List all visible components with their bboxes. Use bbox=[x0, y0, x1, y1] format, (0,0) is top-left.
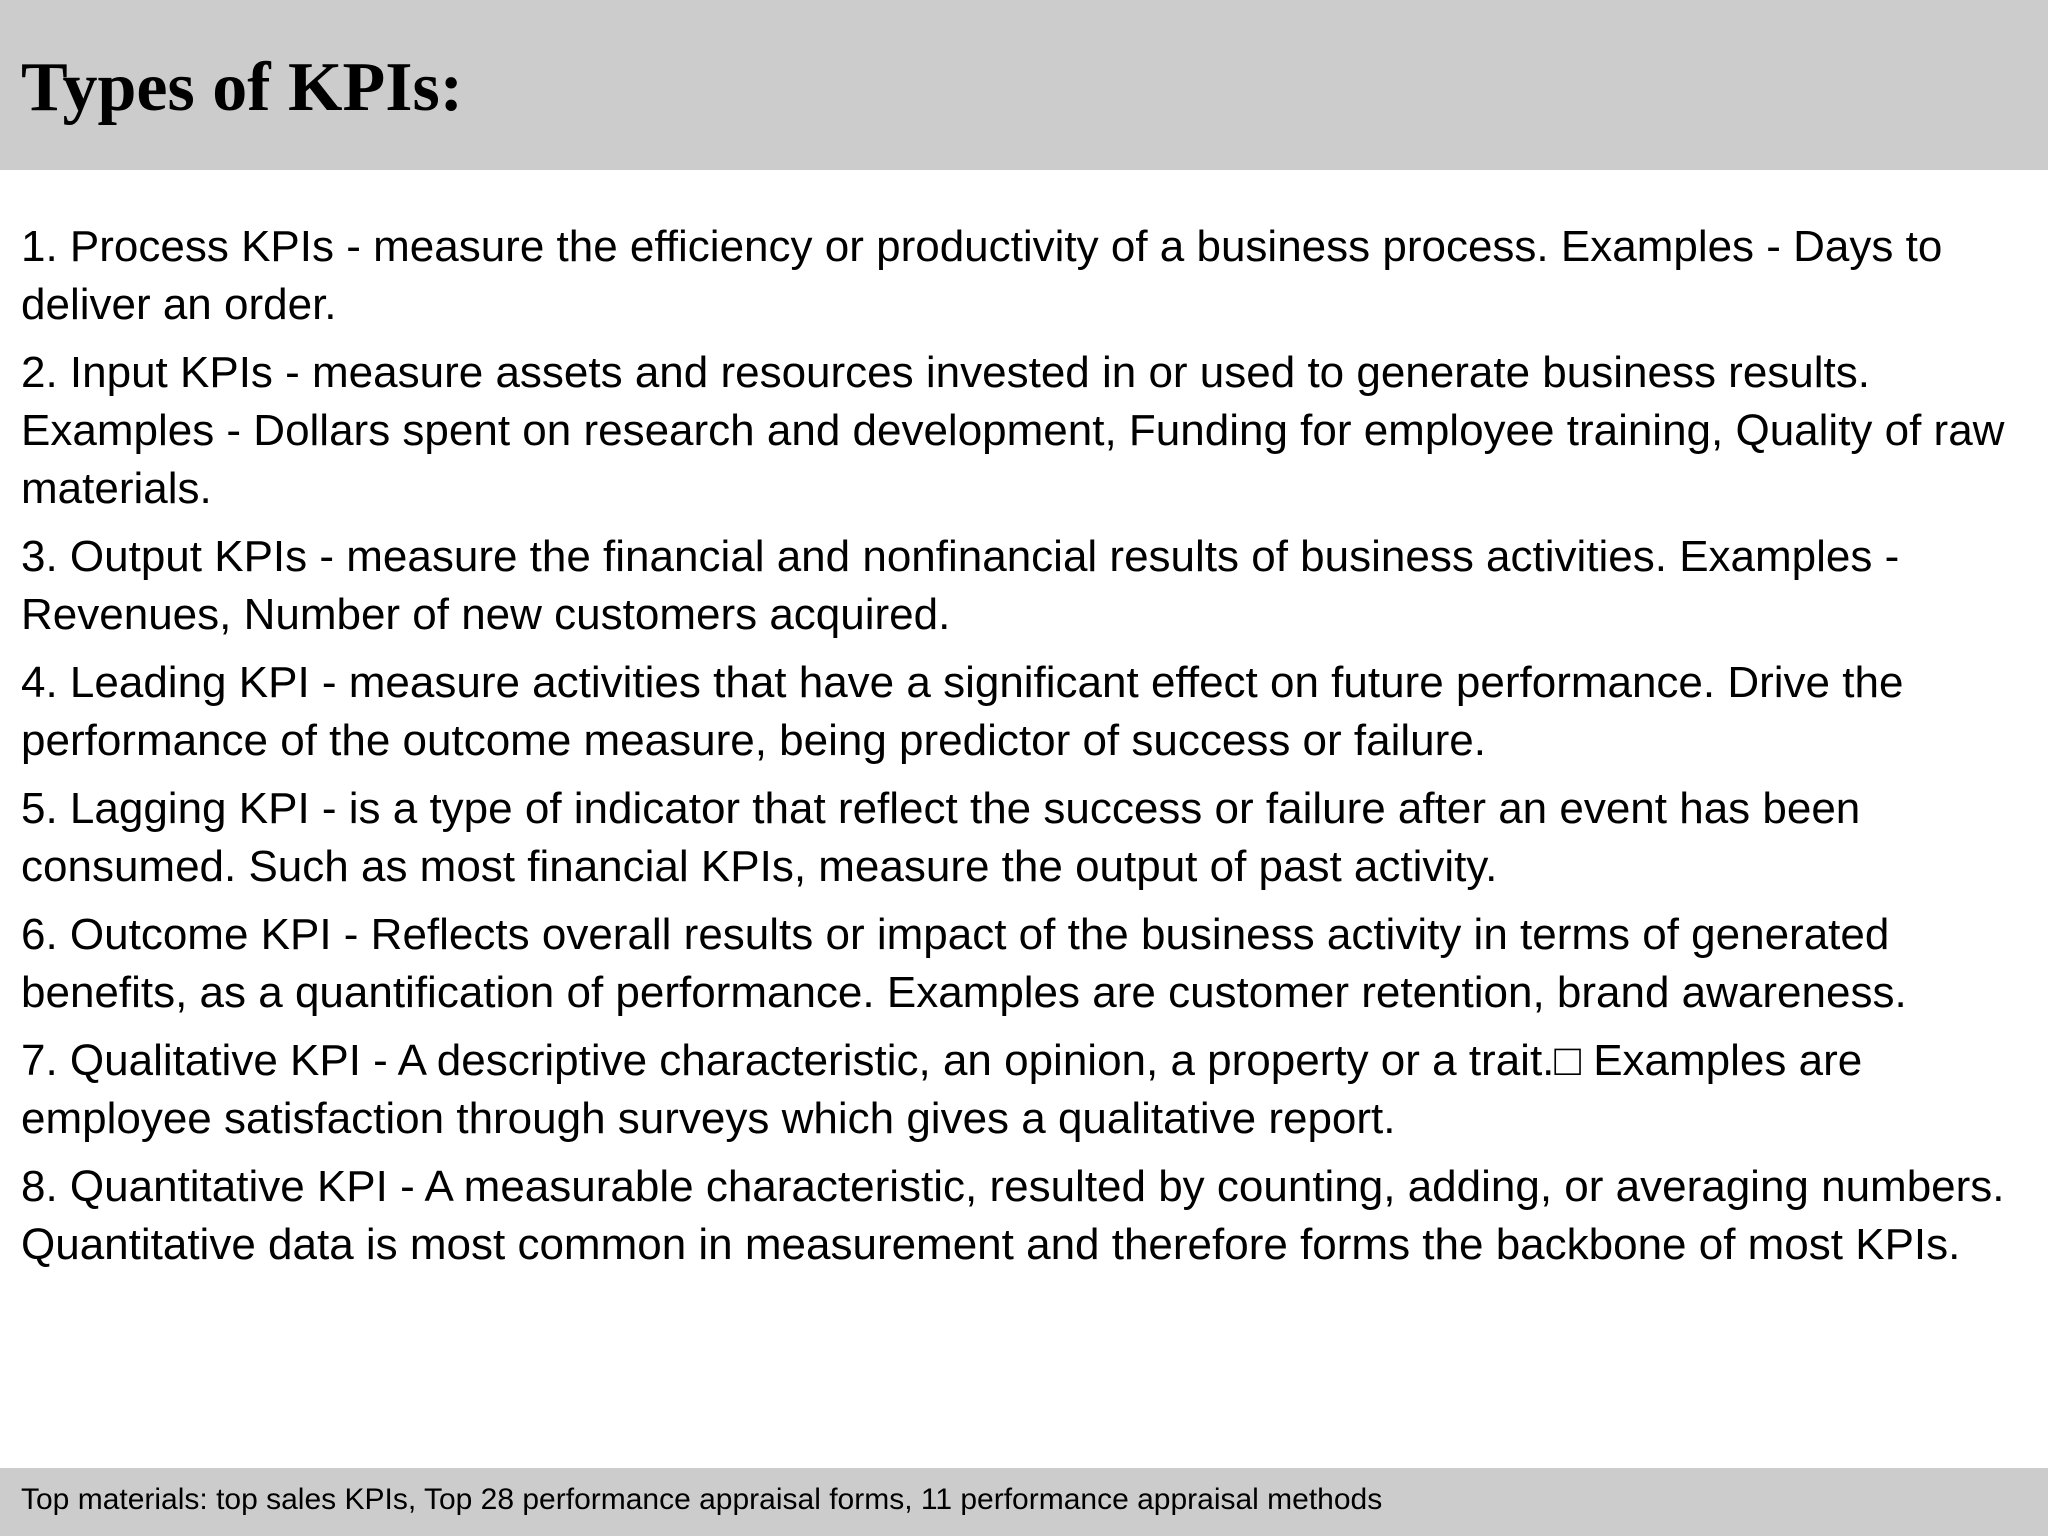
kpi-item-lagging: 5. Lagging KPI - is a type of indicator that reflect the success or failure after an event has been consumed. Such as most financial KPIs, measure the output of past activity. bbox=[21, 784, 1861, 891]
title-bar bbox=[0, 0, 2048, 170]
kpi-item-output: 3. Output KPIs - measure the financial and nonfinancial results of business activities. Examples - Revenues, Number of new customers acquired. bbox=[21, 532, 1900, 639]
kpi-item-qualitative: 7. Qualitative KPI - A descriptive characteristic, an opinion, a property or a trait.□ Examples are employee satisfaction through surveys which gives a qualitative report. bbox=[21, 1036, 1863, 1143]
footer-bar bbox=[0, 1468, 2048, 1536]
kpi-item-leading: 4. Leading KPI - measure activities that have a significant effect on future performance. Drive the performance of the outcome measure, being predictor of success or failure. bbox=[21, 658, 1904, 765]
kpi-list bbox=[21, 218, 2011, 1284]
footer-text: Top materials: top sales KPIs, Top 28 performance appraisal forms, 11 performance appraisal methods bbox=[21, 1483, 1383, 1516]
kpi-item-input: 2. Input KPIs - measure assets and resources invested in or used to generate business results. Examples - Dollars spent on research and development, Funding for employee training, Quality of raw materials. bbox=[21, 348, 2005, 513]
kpi-item-quantitative: 8. Quantitative KPI - A measurable characteristic, resulted by counting, adding, or averaging numbers. Quantitative data is most common in measurement and therefore forms the backbone of most KPIs. bbox=[21, 1162, 2005, 1269]
page-title: Types of KPIs: bbox=[21, 49, 464, 126]
kpi-item-outcome: 6. Outcome KPI - Reflects overall results or impact of the business activity in terms of generated benefits, as a quantification of performance. Examples are customer retention, brand awareness. bbox=[21, 910, 1907, 1017]
kpi-item-process: 1. Process KPIs - measure the efficiency or productivity of a business process. Examples - Days to deliver an order. bbox=[21, 222, 1943, 329]
